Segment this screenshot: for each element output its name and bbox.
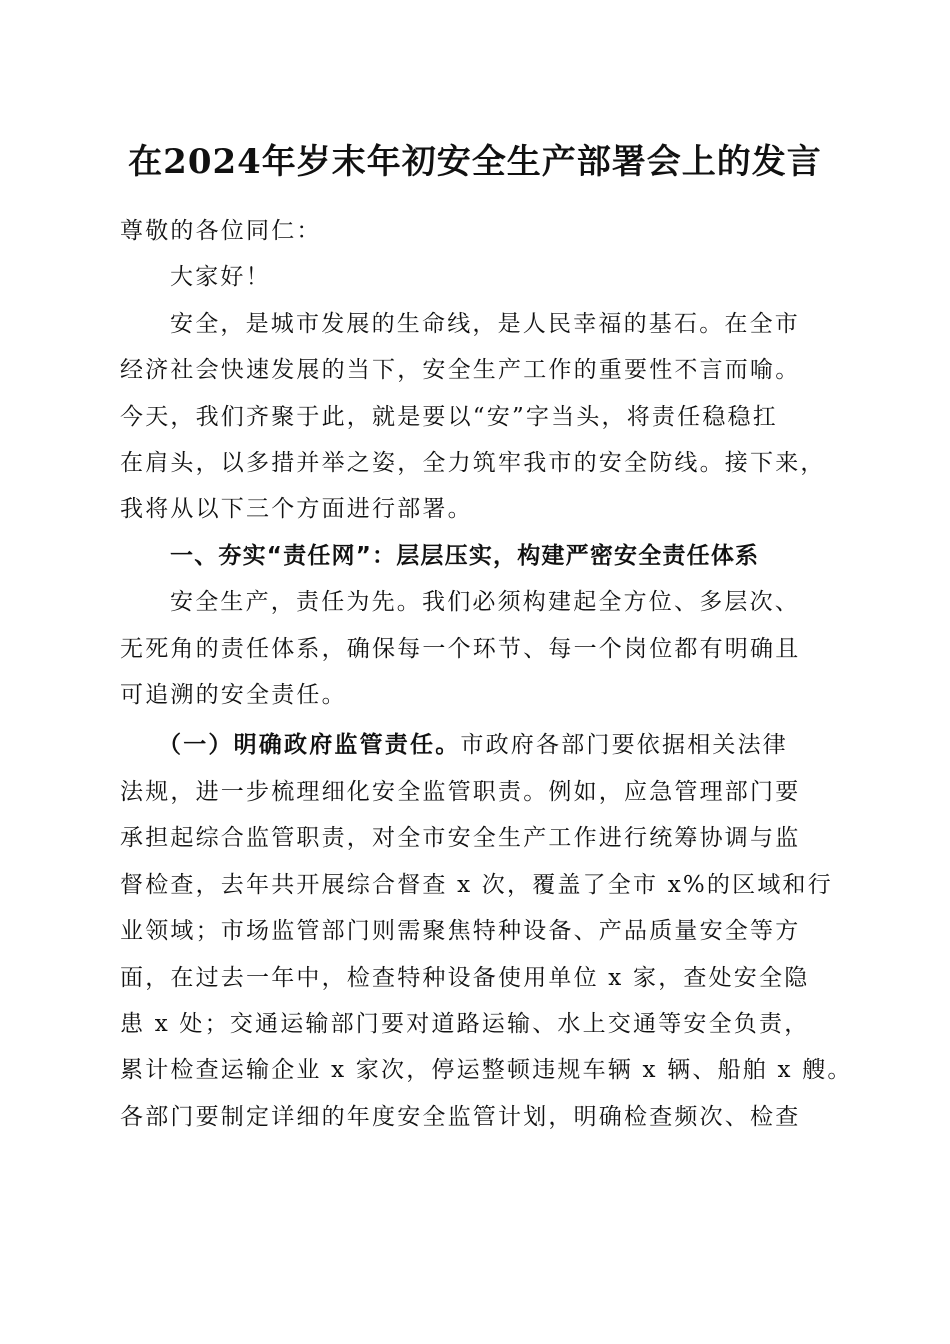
text-line: 累计检查运输企业 x 家次，停运整顿违规车辆 x 辆、船舶 x 艘。 xyxy=(120,1057,853,1084)
section1-paragraph xyxy=(120,579,838,718)
text-line: 安全生产，责任为先。我们必须构建起全方位、多层次、 xyxy=(170,589,800,616)
greeting-text: 大家好！ xyxy=(170,264,271,291)
section1-heading xyxy=(120,533,838,579)
text-line: 经济社会快速发展的当下，安全生产工作的重要性不言而喻。 xyxy=(120,357,801,384)
document-title: 在2024年岁末年初安全生产部署会上的发言 xyxy=(128,142,822,182)
text-line: 我将从以下三个方面进行部署。 xyxy=(120,496,473,523)
text-line: 可追溯的安全责任。 xyxy=(120,682,347,709)
text-line: 无死角的责任体系，确保每一个环节、每一个岗位都有明确且 xyxy=(120,635,801,662)
text-line: 安全，是城市发展的生命线，是人民幸福的基石。在全市 xyxy=(170,310,800,337)
text-line: 督检查，去年共开展综合督查 x 次，覆盖了全市 x%的区域和行 xyxy=(120,871,833,898)
subsection-first-line-rest: 市政府各部门要依据相关法律 xyxy=(460,732,789,759)
document-body xyxy=(120,208,853,1140)
text-line: 患 x 处；交通运输部门要对道路运输、水上交通等安全负责， xyxy=(120,1010,810,1037)
text-line: 今天，我们齐聚于此，就是要以“安”字当头，将责任稳稳扛 xyxy=(120,403,778,430)
subsection1-paragraph xyxy=(120,722,853,1140)
text-line: 法规，进一步梳理细化安全监管职责。例如，应急管理部门要 xyxy=(120,778,801,805)
salutation xyxy=(120,208,838,254)
greeting xyxy=(120,254,838,300)
salutation-text: 尊敬的各位同仁： xyxy=(120,218,322,244)
subsection-heading-text: （一）明确政府监管责任。 xyxy=(158,731,461,759)
text-line: 面，在过去一年中，检查特种设备使用单位 x 家，查处安全隐 xyxy=(120,964,810,991)
text-line: 各部门要制定详细的年度安全监管计划，明确检查频次、检查 xyxy=(120,1103,801,1130)
text-line: 在肩头，以多措并举之姿，全力筑牢我市的安全防线。接下来， xyxy=(120,450,826,477)
section-heading-text: 一、夯实“责任网”：层层压实，构建严密安全责任体系 xyxy=(170,542,760,569)
text-line: 承担起综合监管职责，对全市安全生产工作进行统筹协调与监 xyxy=(120,825,801,852)
text-line xyxy=(120,722,838,768)
intro-paragraph xyxy=(120,301,838,533)
text-line: 业领域；市场监管部门则需聚焦特种设备、产品质量安全等方 xyxy=(120,918,801,945)
